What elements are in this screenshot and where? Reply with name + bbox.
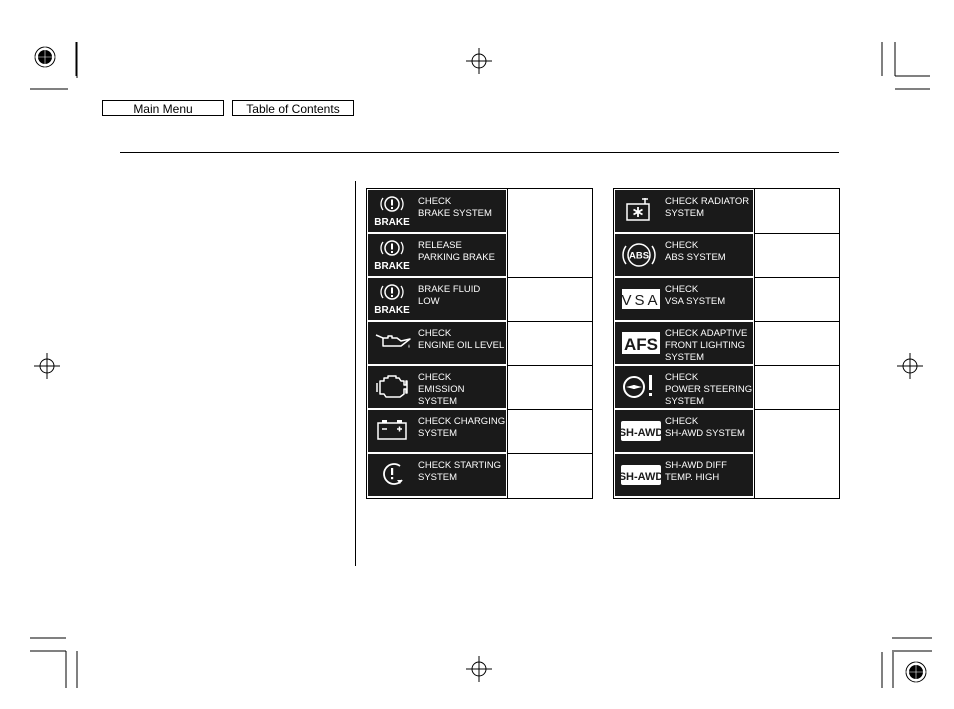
- message-panel-check-radiator-system: [615, 190, 753, 232]
- vsa-icon: [621, 282, 661, 316]
- table-cell-divider: [754, 365, 839, 366]
- afs-icon: [621, 326, 657, 360]
- svg-text:ABS: ABS: [628, 250, 650, 262]
- crop-mark-bottom-left: [30, 636, 82, 688]
- svg-text:VSA: VSA: [621, 292, 661, 309]
- table-cell-divider: [754, 409, 839, 410]
- abs-icon: [621, 238, 657, 272]
- crop-mark-top-right: [878, 42, 930, 92]
- svg-text:BRAKE: BRAKE: [374, 305, 410, 316]
- message-panel-check-vsa-system: [615, 278, 753, 320]
- message-panel-check-sh-awd-system: [615, 410, 753, 452]
- svg-text:BRAKE: BRAKE: [374, 261, 410, 272]
- message-panel-check-power-steering-system: [615, 366, 753, 408]
- message-text: BRAKE FLUID LOW: [418, 284, 481, 307]
- warning-indicator-table-left: [366, 188, 593, 499]
- svg-text:SH-AWD: SH-AWD: [618, 427, 664, 439]
- message-text: CHECK EMISSION SYSTEM: [418, 372, 465, 407]
- message-text: RELEASE PARKING BRAKE: [418, 240, 495, 263]
- message-panel-check-emission-system: [368, 366, 506, 408]
- warning-indicator-table-right: [613, 188, 840, 499]
- message-text: CHECK ENGINE OIL LEVEL: [418, 328, 505, 351]
- table-cell-divider: [507, 321, 592, 322]
- message-text: CHECK BRAKE SYSTEM: [418, 196, 492, 219]
- message-panel-sh-awd-diff-temp-high: [615, 454, 753, 496]
- message-text: CHECK POWER STEERING SYSTEM: [665, 372, 753, 407]
- message-text: CHECK CHARGING SYSTEM: [418, 416, 506, 439]
- message-text: SH-AWD DIFF TEMP. HIGH: [665, 460, 727, 483]
- brake-icon: [374, 238, 410, 272]
- power-steering-icon: [621, 370, 657, 404]
- message-text: CHECK RADIATOR SYSTEM: [665, 196, 750, 219]
- message-panel-brake-fluid-low: [368, 278, 506, 320]
- svg-text:SH-AWD: SH-AWD: [618, 471, 664, 483]
- table-cell-divider: [507, 365, 592, 366]
- table-cell-divider: [754, 277, 839, 278]
- table-cell-divider: [754, 233, 839, 234]
- crop-line-top-left: [66, 42, 80, 78]
- message-panel-check-starting-system: [368, 454, 506, 496]
- registration-mark-bottom-right: [876, 636, 936, 696]
- message-panel-check-adaptive-front-lighting-system: [615, 322, 753, 364]
- table-of-contents-button[interactable]: Table of Contents: [232, 100, 354, 116]
- message-text: CHECK VSA SYSTEM: [665, 284, 726, 307]
- sh-awd-icon: [618, 414, 664, 448]
- message-panel-check-abs-system: [615, 234, 753, 276]
- header-rule: [120, 152, 839, 153]
- brake-icon: [374, 282, 410, 316]
- message-panel-release-parking-brake: [368, 234, 506, 276]
- radiator-icon: [621, 194, 657, 228]
- oil-can-icon: [374, 326, 410, 360]
- table-column-divider: [507, 189, 508, 498]
- table-cell-divider: [754, 321, 839, 322]
- table-cell-divider: [507, 453, 592, 454]
- starting-system-icon: [374, 458, 410, 492]
- table-column-divider: [754, 189, 755, 498]
- main-menu-button[interactable]: Main Menu: [102, 100, 224, 116]
- engine-icon: [374, 370, 410, 404]
- svg-text:BRAKE: BRAKE: [374, 217, 410, 228]
- registration-mark-bottom-center: [466, 656, 492, 682]
- table-cell-divider: [507, 409, 592, 410]
- svg-text:AFS: AFS: [624, 335, 658, 354]
- battery-icon: [374, 414, 410, 448]
- sh-awd-icon: [618, 458, 664, 492]
- message-text: CHECK ABS SYSTEM: [665, 240, 726, 263]
- column-divider: [355, 181, 356, 566]
- table-cell-divider: [507, 277, 592, 278]
- registration-mark-right-center: [897, 353, 923, 379]
- message-panel-check-engine-oil-level: [368, 322, 506, 364]
- message-text: CHECK STARTING SYSTEM: [418, 460, 502, 483]
- registration-mark-top-center: [466, 48, 492, 74]
- message-text: CHECK ADAPTIVE FRONT LIGHTING SYSTEM: [665, 328, 748, 363]
- brake-icon: [374, 194, 410, 228]
- message-text: CHECK SH-AWD SYSTEM: [665, 416, 745, 439]
- message-panel-check-brake-system: [368, 190, 506, 232]
- registration-mark-left-center: [34, 353, 60, 379]
- message-panel-check-charging-system: [368, 410, 506, 452]
